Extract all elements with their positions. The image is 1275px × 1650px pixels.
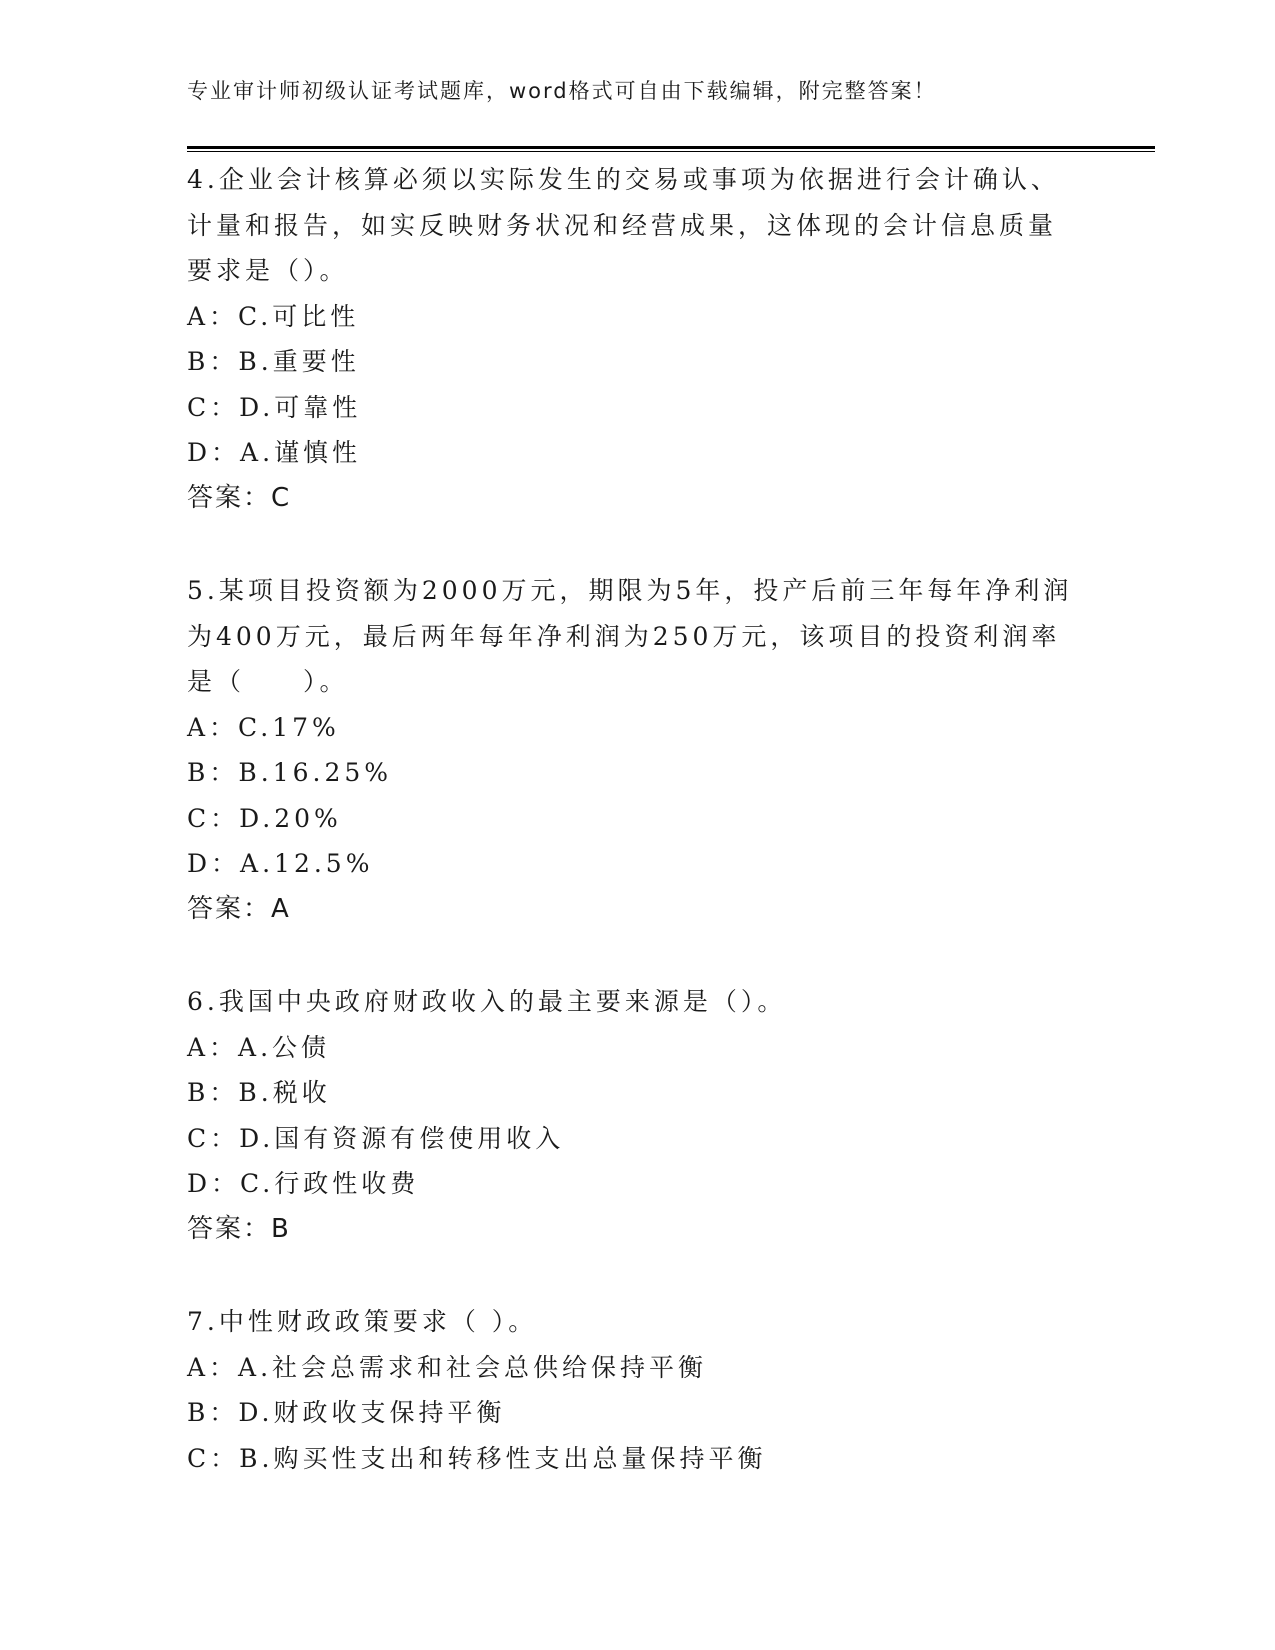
option-c: C：D.20%	[187, 803, 342, 833]
question-stem	[187, 568, 1087, 705]
option-d: D：C.行政性收费	[187, 1169, 420, 1198]
stem-line: 5.某项目投资额为2000万元，期限为5年，投产后前三年每年净利润	[187, 576, 1073, 605]
option-b: B：D.财政收支保持平衡	[187, 1398, 506, 1427]
answer: 答案：C	[187, 482, 292, 513]
option-c: C：B.购买性支出和转移性支出总量保持平衡	[187, 1443, 767, 1473]
answer: 答案：A	[187, 893, 291, 924]
question-6	[187, 979, 1087, 1252]
question-4	[187, 157, 1087, 521]
option-a: A：A.社会总需求和社会总供给保持平衡	[187, 1352, 708, 1382]
option-a: A：A.公债	[187, 1032, 331, 1062]
page-header: 专业审计师初级认证考试题库，word格式可自由下载编辑，附完整答案！	[187, 79, 937, 103]
stem-line: 为400万元，最后两年每年净利润为250万元，该项目的投资利润率	[187, 621, 1061, 651]
question-stem	[187, 1299, 1087, 1345]
stem-line: 6.我国中央政府财政收入的最主要来源是（）。	[187, 987, 787, 1016]
option-b: B：B.16.25%	[187, 758, 393, 787]
answer: 答案：B	[187, 1213, 291, 1244]
option-d: D：A.12.5%	[187, 849, 374, 878]
header-divider-thin	[187, 151, 1155, 152]
stem-line: 是（ ）。	[187, 667, 349, 696]
stem-line: 计量和报告，如实反映财务状况和经营成果，这体现的会计信息质量	[187, 210, 1058, 240]
option-c: C：D.国有资源有偿使用收入	[187, 1123, 565, 1153]
option-d: D：A.谨慎性	[187, 438, 362, 467]
option-b: B：B.税收	[187, 1078, 331, 1107]
question-list	[187, 157, 1087, 1528]
header-divider-thick	[187, 146, 1155, 149]
question-7	[187, 1299, 1087, 1481]
question-stem	[187, 157, 1087, 294]
option-a: A：C.17%	[187, 712, 340, 742]
stem-line: 7.中性财政政策要求（ ）。	[187, 1307, 538, 1336]
stem-line: 要求是（）。	[187, 256, 349, 285]
option-c: C：D.可靠性	[187, 392, 362, 422]
option-b: B：B.重要性	[187, 347, 360, 376]
option-a: A：C.可比性	[187, 301, 360, 331]
stem-line: 4.企业会计核算必须以实际发生的交易或事项为依据进行会计确认、	[187, 165, 1060, 194]
question-5	[187, 568, 1087, 932]
question-stem	[187, 979, 1087, 1025]
